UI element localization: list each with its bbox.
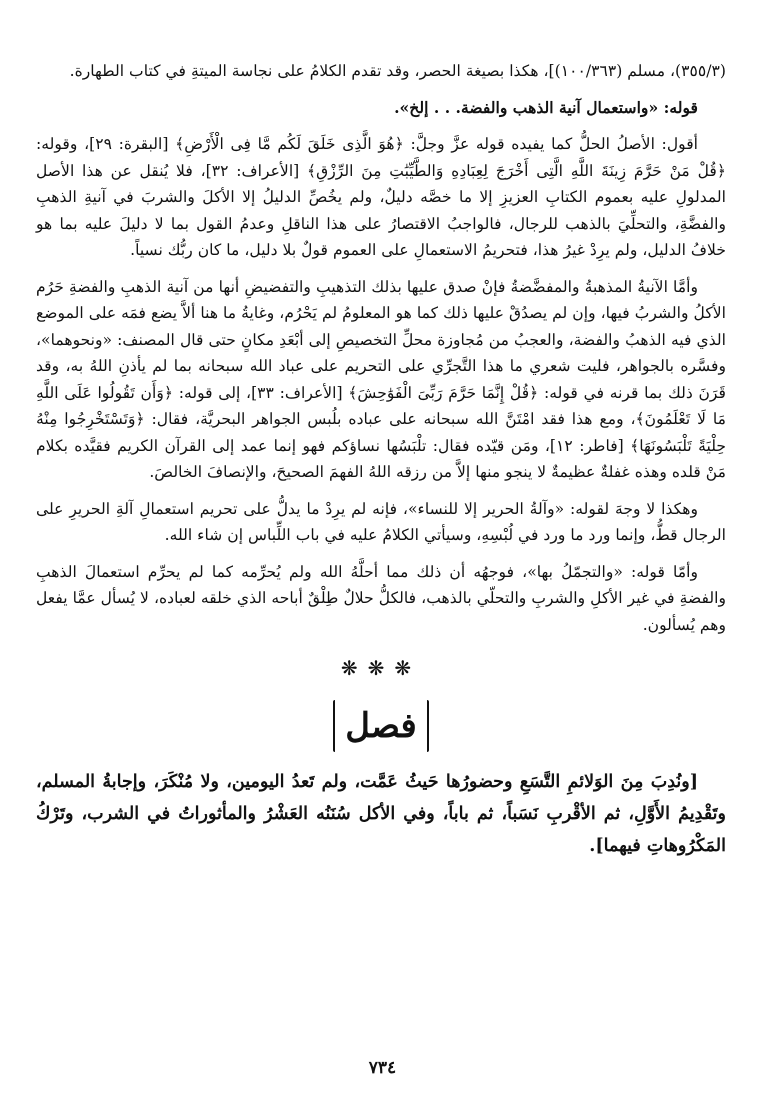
quoted-heading: قوله: «واستعمال آنية الذهب والفضة. . . إلخ». [394, 97, 698, 117]
paragraph-continuation: (٣٥٥/٣)، مسلم (١٠٠/٣٦٣)]، هكذا بصيغة الحصر، وقد تقدم الكلامُ على نجاسة الميتةِ في كتاب الطهارة. [69, 62, 726, 80]
paragraph-commentary-2: وأمَّا الآنيةُ المذهبةُ والمفضَّضةُ فإنْ صدق عليها بذلك التذهيبِ والتفضيضِ أنها من آنية الذهبِ والفضةِ حَرُم الأكلُ والشربُ فيها، وإن لم يصدُقْ عليها ذلك كما هو المعلومُ لم يَحْرُم، وغايةُ ما هنا ألاَّ يضع فمَه على الموضع الذي فيه الذهبُ والفضة، والعجبُ من مُجاوزة محلِّ التخصيصِ إلى أبْعَدِ مكانٍ حتى قال المصنف: «ونحوهما»، وفسَّره بالجواهر، فليت شعري ما هذا التَّجرِّي على التحريم على عباد الله سبحانه بما لم يأذنِ اللهُ به، وقد قَرَنَ ذلك بما قرنه في قوله: ﴿قُلْ إِنَّمَا حَرَّمَ رَبِّىَ الْفَوَٰحِشَ﴾ [الأعراف: ٣٣]، إلى قوله: ﴿وَأَن تَقُولُوا عَلَى اللَّهِ مَا لَا تَعْلَمُونَ﴾، ومع هذا فقد امْتَنَّ الله سبحانه على عباده بلُبس الجواهر البحريَّة، فقال: ﴿وَتَسْتَخْرِجُوا مِنْهُ حِلْيَةً تَلْبَسُونَهَا﴾ [فاطر: ١٢]، ومَن قيّده فقال: تلْبَسُها نساؤكم فهو إنما عمد إلى القرآن الكريم فقيَّده بكلام مَنْ قلده وهذه غفلةٌ عظيمةٌ لا ينجو منها إلاَّ من رزقه اللهُ الفهمَ الصحيحَ، والإنصافَ الخالصَ. [36, 277, 727, 481]
section-divider: ❋❋❋ [340, 656, 422, 680]
paragraph-commentary-1: أقول: الأصلُ الحلُّ كما يفيده قوله عزَّ وجلَّ: ﴿هُوَ الَّذِى خَلَقَ لَكُم مَّا فِى الْأَرْضِ﴾ [البقرة: ٢٩]، وقوله: ﴿قُلْ مَنْ حَرَّمَ زِينَةَ اللَّهِ الَّتِى أَخْرَجَ لِعِبَادِهِ وَالطَّيِّبَٰتِ مِنَ الرِّزْقِ﴾ [الأعراف: ٣٢]، فلا يُنقل عن هذا الأصل المدلولِ عليه بعموم الكتابِ العزيزِ إلا ما خصَّه دليلٌ، ولم يخُصِّ الدليلُ إلا الأكلَ والشربَ في آنيةِ الذهبِ والفضَّةِ، والتحلِّيَ بالذهب للرجال، فالواجبُ الاقتصارُ على هذا الناقلِ وعدمُ القول بما لا دليلَ عليه بما هو خلافُ الدليل، ولم يرِدْ غيرُ هذا، فتحريمُ الاستعمالِ على العموم قولٌ بلا دليل، ما كان ربُّك نسياً. [36, 135, 726, 259]
matn-block [36, 766, 726, 862]
section-title-text: فصل [333, 700, 429, 752]
page-body [36, 58, 726, 872]
matn-text: [ونُدِبَ مِنَ الوَلائمِ التَّسَعِ وحضورُها حَيثُ عَمَّت، ولم تَعدُ اليومين، ولا مُنْكَرَ، وإجابةُ المسلم، وتَقْدِيمُ الأَوَّلِ، ثم الأقْربِ نَسَباً، ثم باباً، وفي الأكل سُنَنُه العَشْرُ والمأثوراتُ في الشرب، وتَرْكُ المَكْرُوهاتِ فيهما]. [36, 772, 726, 856]
page-number: ٧٣٤ [368, 1058, 397, 1078]
paragraph-commentary-3: وهكذا لا وجهَ لقوله: «وآلةُ الحرير إلا للنساء»، فإنه لم يرِدْ ما يدلُّ على تحريم استعمالِ آلةِ الحريرِ على الرجال قطُّ، وإنما ورد ما ورد في لُبْسِهِ، وسيأتي الكلامُ عليه في باب اللِّباس إن شاء الله. [36, 499, 726, 544]
paragraph-commentary-4: وأمّا قوله: «والتجمّلُ بها»، فوجهُه أن ذلك مما أحلَّهُ الله ولم يُحرِّمه كما لم يحرِّم استعمالَ الذهبِ والفضةِ في غير الأكلِ والشربِ والتحلّي بالذهب، فالكلُّ حلالٌ طِلْقٌ أباحه الذي خلقه لعباده، لا يُسأل عمَّا يفعل وهم يُسألون. [36, 562, 726, 634]
section-title [36, 700, 726, 752]
